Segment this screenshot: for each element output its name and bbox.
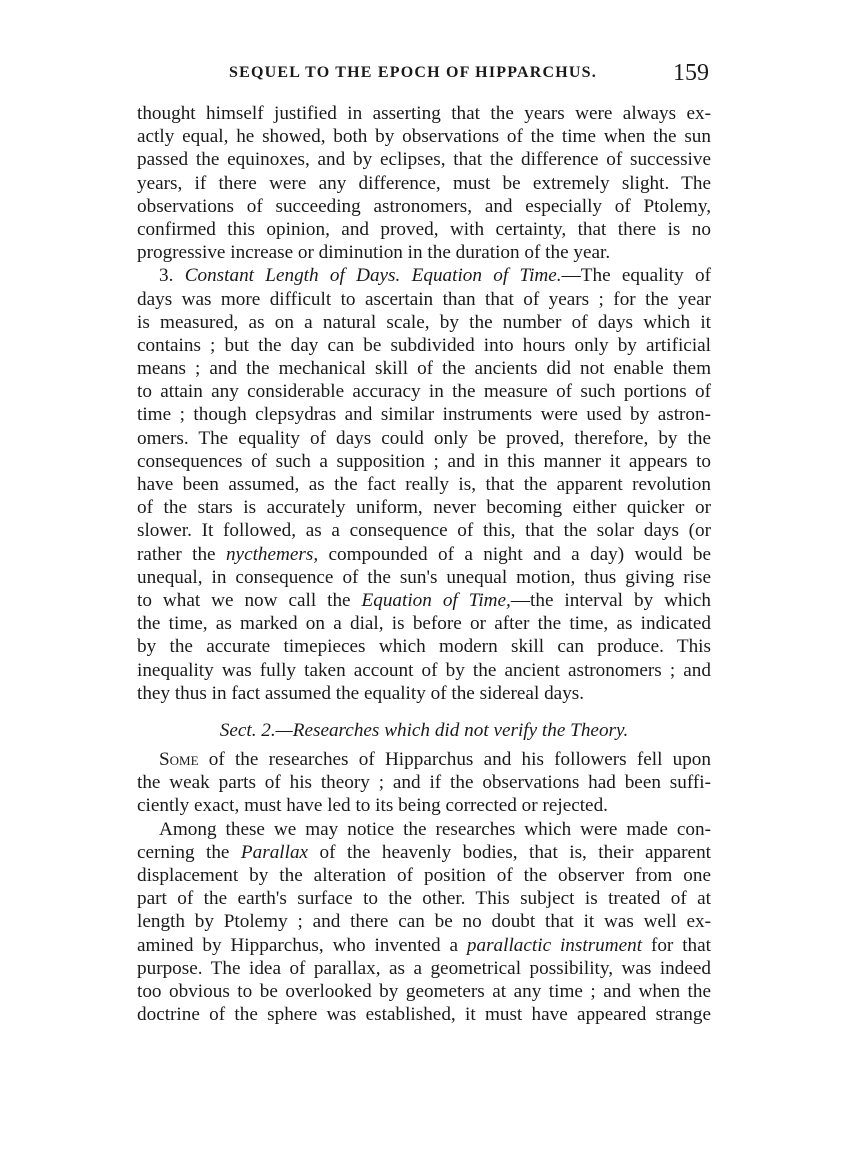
text-segment: omers. The equality of days could only be proved, therefore, by the: [137, 427, 711, 449]
text-segment: passed the equinoxes, and by eclipses, that the difference of successive: [137, 149, 711, 171]
text-segment: Sect. 2.—Researches which did not verify the Theory.: [219, 719, 629, 741]
text-segment: purpose. The idea of parallax, as a geometrical possibility, was indeed: [137, 957, 711, 979]
text-segment: amined by Hipparchus, who invented a: [137, 934, 467, 956]
text-segment: of the heavenly bodies, that is, their apparent: [308, 841, 711, 863]
text-line: [137, 357, 711, 380]
text-segment: is measured, as on a natural scale, by the number of days which it: [137, 311, 711, 333]
text-segment: —the interval by which: [510, 589, 712, 611]
text-line: [137, 682, 711, 705]
text-line: [137, 288, 711, 311]
text-segment: slower. It followed, as a consequence of this, that the solar days (or: [137, 520, 711, 542]
text-line: [137, 794, 711, 817]
text-segment: means ; and the mechanical skill of the ancients did not enable them: [137, 358, 711, 380]
text-line: [137, 612, 711, 635]
text-line: [137, 519, 711, 542]
text-segment: progressive increase or diminution in the duration of the year.: [137, 242, 611, 264]
text-line: [137, 589, 711, 612]
text-segment: the time, as marked on a dial, is before or after the time, as indicated: [137, 613, 711, 635]
text-segment: they thus in fact assumed the equality of the sidereal days.: [137, 682, 585, 704]
text-line: [137, 403, 711, 426]
text-line: [137, 543, 711, 566]
text-line: [137, 241, 711, 264]
text-line: [137, 934, 711, 957]
text-line: [137, 635, 711, 658]
text-segment: thought himself justified in asserting that the years were always ex-: [137, 103, 711, 124]
text-line: [137, 125, 711, 148]
text-segment: unequal, in consequence of the sun's unequal motion, thus giving rise: [137, 566, 711, 588]
text-line: [137, 218, 711, 241]
text-line: [137, 910, 711, 933]
text-segment: of the researches of Hipparchus and his followers fell upon: [198, 749, 711, 771]
text-segment: inequality was fully taken account of by the ancient astronomers ; and: [137, 659, 711, 681]
text-line: [137, 659, 711, 682]
text-segment: [400, 265, 411, 286]
text-segment: —The equality of: [561, 265, 712, 287]
text-segment: displacement by the alteration of position of the observer from one: [137, 865, 711, 886]
text-segment: actly equal, he showed, both by observations of the time when the sun: [137, 126, 711, 148]
text-segment: have been assumed, as the fact really is, that the apparent revolution: [137, 474, 711, 495]
text-segment: time ; though clepsydras and similar instruments were used by astron-: [137, 404, 711, 426]
text-segment: ciently exact, must have led to its being corrected or rejected.: [137, 795, 608, 817]
text-segment: to what we now call the: [137, 589, 362, 611]
text-segment: contains ; but the day can be subdivided into hours only by artificial: [137, 334, 711, 356]
page-header: [137, 60, 711, 92]
text-segment: years, if there were any difference, must be extremely slight. The: [137, 172, 711, 194]
text-line: [137, 887, 711, 910]
text-line: [137, 818, 711, 841]
text-segment: by the accurate timepieces which modern skill can produce. This: [137, 636, 711, 658]
text-line: [137, 195, 711, 218]
running-title: SEQUEL TO THE EPOCH OF HIPPARCHUS.: [229, 64, 597, 81]
text-line: [137, 148, 711, 171]
text-line: [137, 334, 711, 357]
text-segment: to attain any considerable accuracy in the measure of such portions of: [137, 381, 711, 403]
text-segment: compounded of a night and a day) would be: [318, 543, 711, 565]
italic-text: Equation of Time.: [411, 265, 562, 287]
text-line: [137, 957, 711, 980]
text-line: [137, 264, 711, 287]
italic-text: nycthemers,: [225, 543, 319, 565]
text-segment: rather the: [137, 543, 226, 565]
text-line: [137, 980, 711, 1003]
text-segment: 3.: [159, 265, 185, 287]
text-line: [137, 841, 711, 864]
text-segment: consequences of such a supposition ; and in this manner it appears to: [137, 450, 711, 472]
text-line: [137, 771, 711, 794]
text-segment: length by Ptolemy ; and there can be no doubt that it was well ex-: [137, 911, 711, 933]
text-line: [137, 496, 711, 519]
text-line: [137, 102, 711, 125]
text-segment: doctrine of the sphere was established, it must have appeared strange: [137, 1004, 711, 1026]
small-caps-text: Some: [159, 749, 199, 771]
text-segment: days was more difficult to ascertain than that of years ; for the year: [137, 288, 711, 310]
body-text: [137, 102, 711, 1026]
text-line: [137, 864, 711, 887]
text-segment: too obvious to be overlooked by geometers at any time ; and when the: [137, 980, 711, 1002]
text-segment: part of the earth's surface to the other. This subject is treated of at: [137, 888, 711, 910]
italic-text: Constant Length of Days.: [184, 265, 401, 287]
text-segment: observations of succeeding astronomers, and especially of Ptolemy,: [137, 195, 711, 217]
italic-text: parallactic instrument: [466, 934, 643, 956]
text-segment: confirmed this opinion, and proved, with certainty, that there is no: [137, 218, 711, 240]
text-segment: of the stars is accurately uniform, never becoming either quicker or: [137, 497, 711, 519]
page-number: 159: [673, 60, 709, 86]
text-segment: the weak parts of his theory ; and if the observations had been suffi-: [137, 772, 711, 794]
section-heading: [137, 719, 711, 742]
text-line: [137, 311, 711, 334]
text-line: [137, 450, 711, 473]
text-segment: for that: [642, 934, 711, 956]
text-line: [137, 473, 711, 496]
text-line: [137, 748, 711, 771]
italic-text: Parallax: [240, 841, 309, 863]
text-line: [137, 427, 711, 450]
text-line: [137, 172, 711, 195]
text-line: [137, 380, 711, 403]
text-line: [137, 1003, 711, 1026]
italic-text: Equation of Time,: [361, 589, 511, 611]
text-segment: Among these we may notice the researches which were made con-: [159, 818, 711, 840]
text-line: [137, 566, 711, 589]
text-segment: cerning the: [137, 841, 241, 863]
